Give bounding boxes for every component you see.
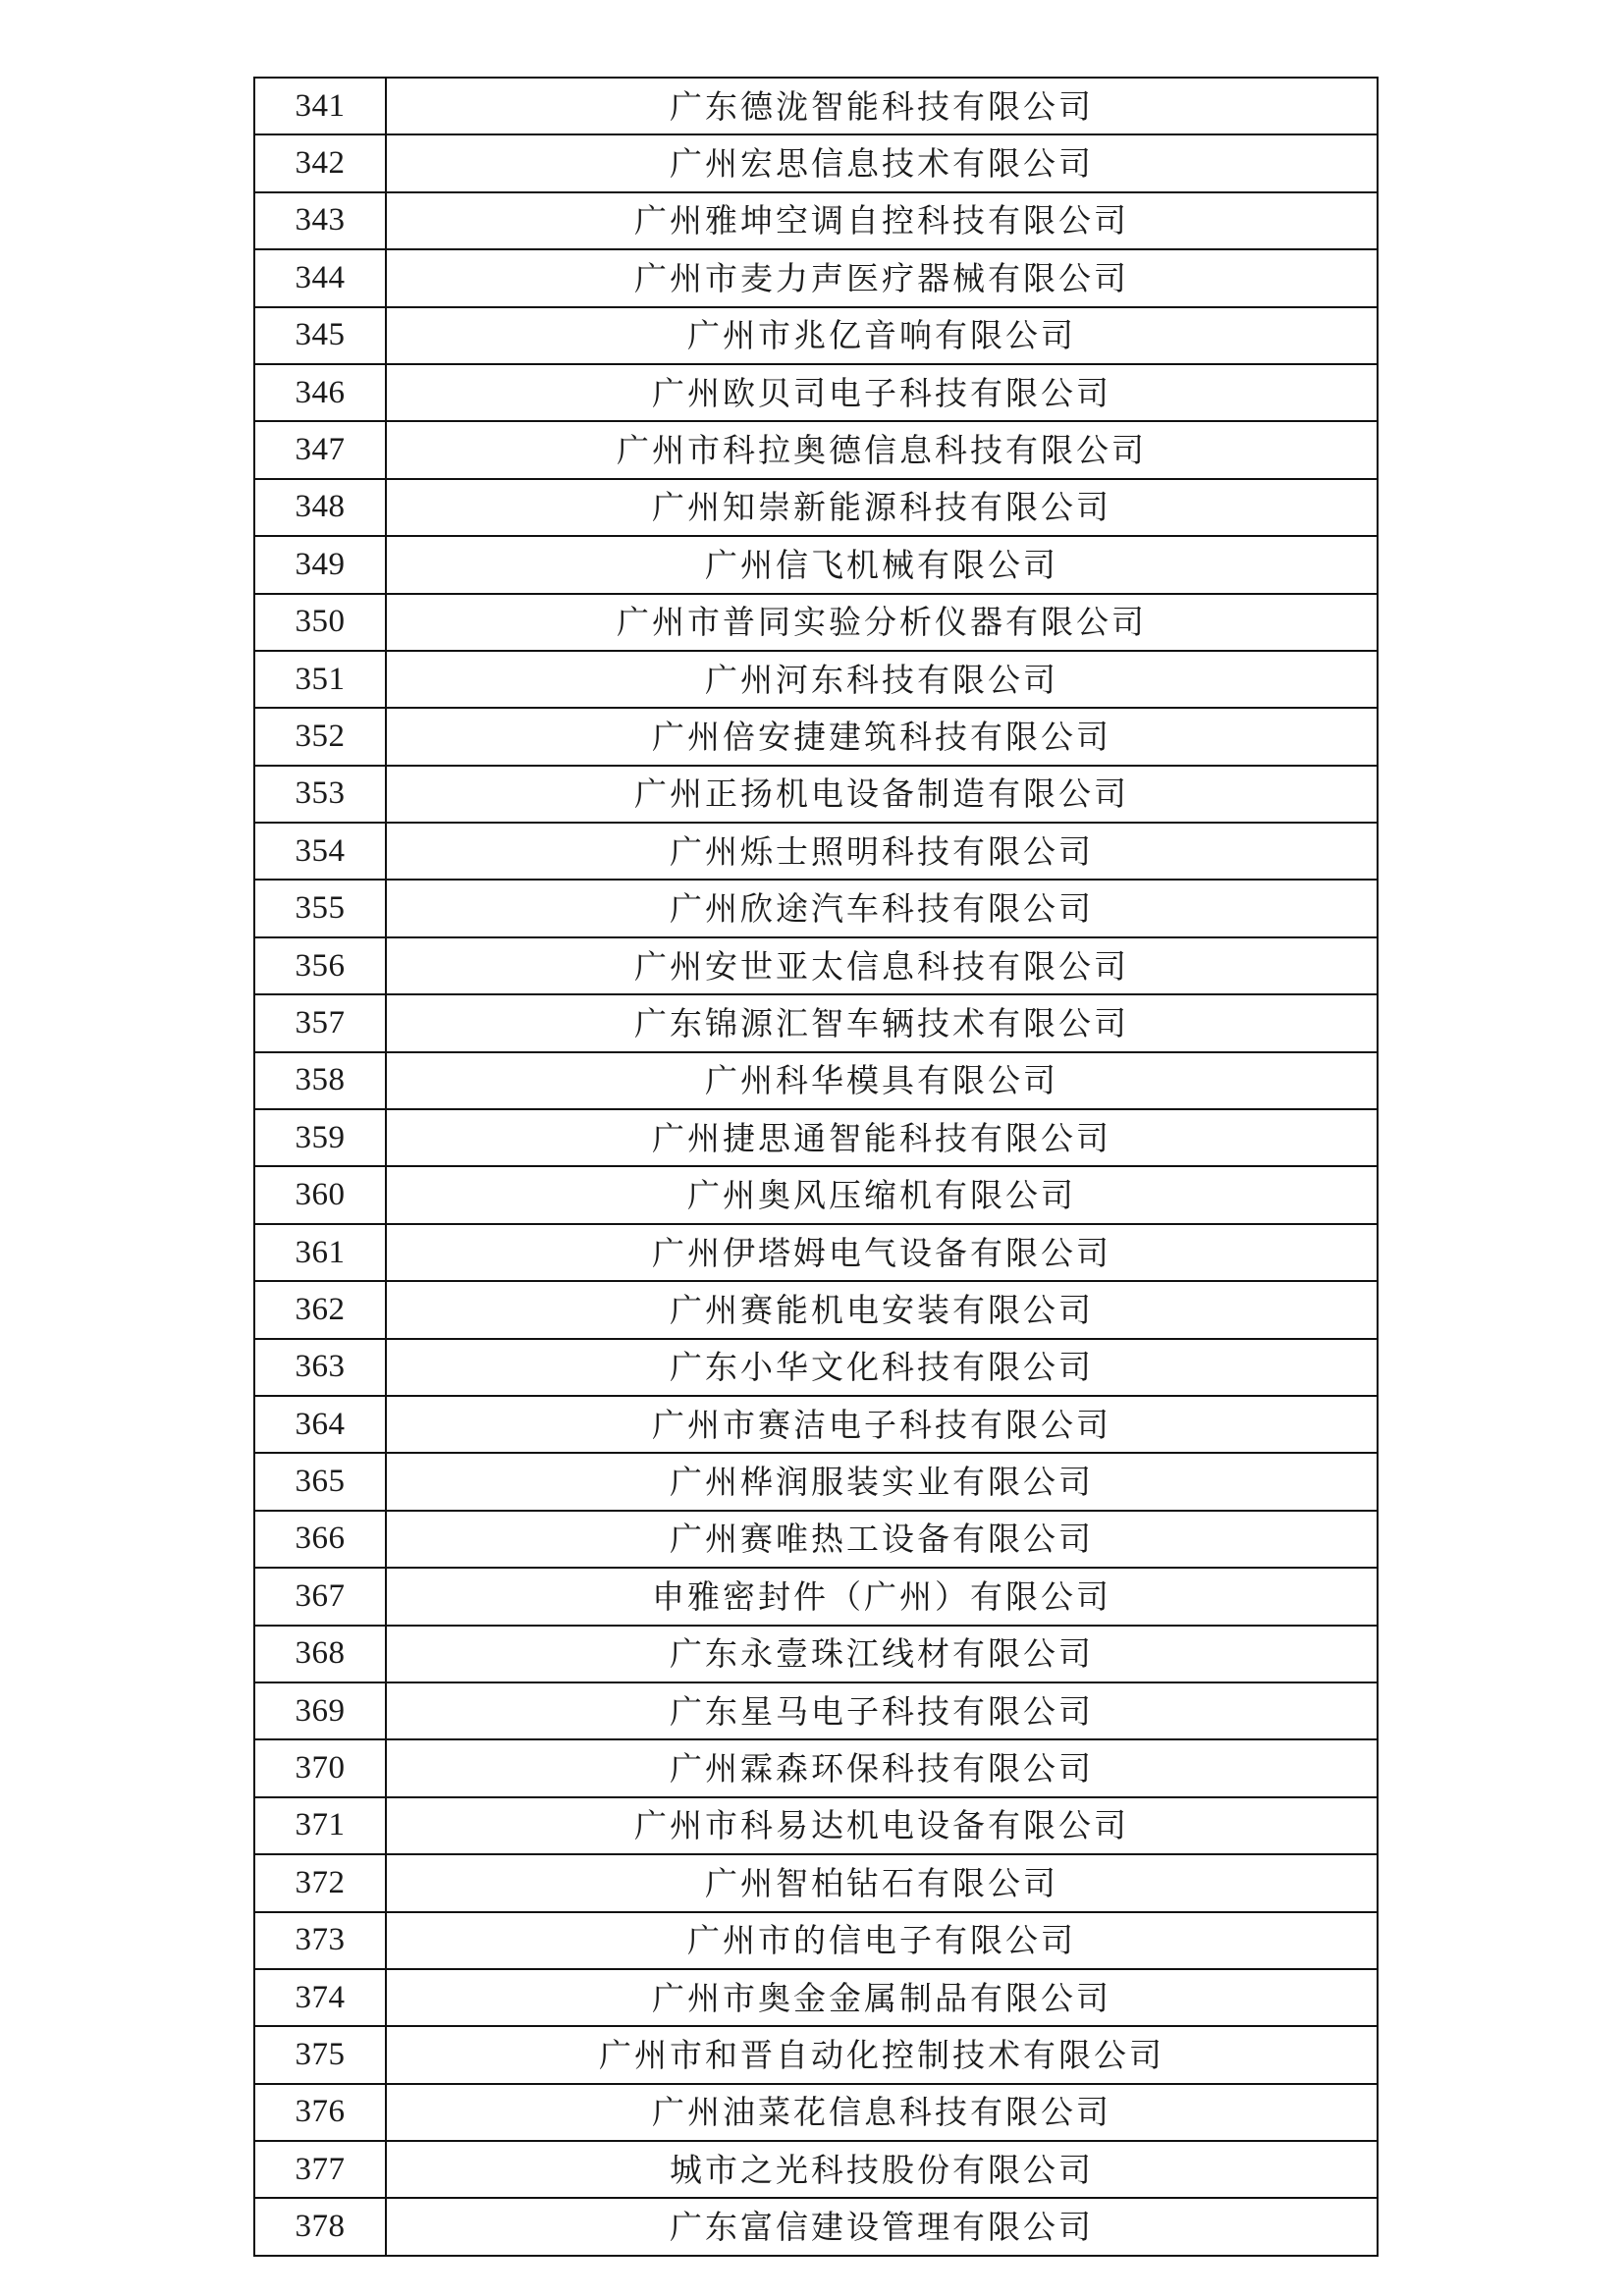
company-name-cell: 广州赛能机电安装有限公司 [386, 1281, 1378, 1338]
table-row [254, 1166, 1378, 1223]
company-name-cell: 广州宏思信息技术有限公司 [386, 134, 1378, 191]
company-name-cell: 广州雅坤空调自控科技有限公司 [386, 192, 1378, 249]
row-number-cell: 366 [254, 1511, 386, 1568]
company-name-cell: 广东富信建设管理有限公司 [386, 2198, 1378, 2255]
row-number-cell: 348 [254, 479, 386, 536]
table-row [254, 307, 1378, 364]
company-name-cell: 广州桦润服装实业有限公司 [386, 1453, 1378, 1510]
company-name-cell: 广州智柏钻石有限公司 [386, 1854, 1378, 1911]
table-row [254, 1626, 1378, 1682]
company-name-cell: 广州河东科技有限公司 [386, 651, 1378, 708]
company-list-table [253, 77, 1379, 2257]
row-number-cell: 368 [254, 1626, 386, 1682]
company-name-cell: 广东星马电子科技有限公司 [386, 1682, 1378, 1739]
row-number-cell: 344 [254, 249, 386, 306]
row-number-cell: 347 [254, 421, 386, 478]
row-number-cell: 363 [254, 1339, 386, 1396]
table-row [254, 1396, 1378, 1453]
table-row [254, 536, 1378, 593]
row-number-cell: 355 [254, 880, 386, 936]
row-number-cell: 345 [254, 307, 386, 364]
row-number-cell: 364 [254, 1396, 386, 1453]
company-name-cell: 广东德泷智能科技有限公司 [386, 78, 1378, 134]
row-number-cell: 367 [254, 1568, 386, 1625]
company-list-body [254, 78, 1378, 2256]
table-row [254, 1912, 1378, 1969]
row-number-cell: 356 [254, 937, 386, 994]
company-name-cell: 广东锦源汇智车辆技术有限公司 [386, 994, 1378, 1051]
table-row [254, 766, 1378, 823]
company-name-cell: 广州市赛洁电子科技有限公司 [386, 1396, 1378, 1453]
table-row [254, 192, 1378, 249]
table-row [254, 1339, 1378, 1396]
company-name-cell: 广州欣途汽车科技有限公司 [386, 880, 1378, 936]
table-row [254, 2141, 1378, 2198]
row-number-cell: 370 [254, 1739, 386, 1796]
table-row [254, 1511, 1378, 1568]
row-number-cell: 357 [254, 994, 386, 1051]
table-row [254, 1682, 1378, 1739]
row-number-cell: 352 [254, 708, 386, 765]
table-row [254, 651, 1378, 708]
table-row [254, 479, 1378, 536]
table-row [254, 421, 1378, 478]
table-row [254, 594, 1378, 651]
row-number-cell: 349 [254, 536, 386, 593]
row-number-cell: 360 [254, 1166, 386, 1223]
company-name-cell: 广州市兆亿音响有限公司 [386, 307, 1378, 364]
row-number-cell: 362 [254, 1281, 386, 1338]
row-number-cell: 374 [254, 1969, 386, 2026]
company-name-cell: 广州市和晋自动化控制技术有限公司 [386, 2026, 1378, 2083]
company-name-cell: 广州信飞机械有限公司 [386, 536, 1378, 593]
row-number-cell: 365 [254, 1453, 386, 1510]
table-row [254, 823, 1378, 880]
row-number-cell: 351 [254, 651, 386, 708]
table-row [254, 1739, 1378, 1796]
row-number-cell: 371 [254, 1797, 386, 1854]
company-name-cell: 广州市普同实验分析仪器有限公司 [386, 594, 1378, 651]
row-number-cell: 377 [254, 2141, 386, 2198]
table-row [254, 1568, 1378, 1625]
table-row [254, 1854, 1378, 1911]
company-name-cell: 广东小华文化科技有限公司 [386, 1339, 1378, 1396]
company-name-cell: 广州奥风压缩机有限公司 [386, 1166, 1378, 1223]
table-row [254, 1281, 1378, 1338]
company-name-cell: 广东永壹珠江线材有限公司 [386, 1626, 1378, 1682]
row-number-cell: 361 [254, 1224, 386, 1281]
company-name-cell: 城市之光科技股份有限公司 [386, 2141, 1378, 2198]
company-name-cell: 广州倍安捷建筑科技有限公司 [386, 708, 1378, 765]
table-row [254, 1969, 1378, 2026]
company-name-cell: 广州霖森环保科技有限公司 [386, 1739, 1378, 1796]
table-row [254, 249, 1378, 306]
row-number-cell: 346 [254, 364, 386, 421]
company-name-cell: 广州赛唯热工设备有限公司 [386, 1511, 1378, 1568]
table-row [254, 2198, 1378, 2255]
company-name-cell: 广州市的信电子有限公司 [386, 1912, 1378, 1969]
company-name-cell: 广州安世亚太信息科技有限公司 [386, 937, 1378, 994]
company-name-cell: 广州欧贝司电子科技有限公司 [386, 364, 1378, 421]
row-number-cell: 375 [254, 2026, 386, 2083]
table-row [254, 1453, 1378, 1510]
company-name-cell: 广州捷思通智能科技有限公司 [386, 1109, 1378, 1166]
row-number-cell: 378 [254, 2198, 386, 2255]
company-name-cell: 广州市奥金金属制品有限公司 [386, 1969, 1378, 2026]
company-name-cell: 广州烁士照明科技有限公司 [386, 823, 1378, 880]
table-row [254, 364, 1378, 421]
company-name-cell: 广州市麦力声医疗器械有限公司 [386, 249, 1378, 306]
table-row [254, 708, 1378, 765]
company-name-cell: 广州市科易达机电设备有限公司 [386, 1797, 1378, 1854]
table-row [254, 880, 1378, 936]
row-number-cell: 343 [254, 192, 386, 249]
table-row [254, 134, 1378, 191]
row-number-cell: 353 [254, 766, 386, 823]
row-number-cell: 376 [254, 2084, 386, 2141]
table-row [254, 1052, 1378, 1109]
table-row [254, 2026, 1378, 2083]
row-number-cell: 373 [254, 1912, 386, 1969]
row-number-cell: 372 [254, 1854, 386, 1911]
table-row [254, 994, 1378, 1051]
row-number-cell: 342 [254, 134, 386, 191]
row-number-cell: 359 [254, 1109, 386, 1166]
company-name-cell: 广州知崇新能源科技有限公司 [386, 479, 1378, 536]
company-name-cell: 广州油菜花信息科技有限公司 [386, 2084, 1378, 2141]
table-row [254, 1797, 1378, 1854]
table-row [254, 78, 1378, 134]
company-name-cell: 广州科华模具有限公司 [386, 1052, 1378, 1109]
company-name-cell: 申雅密封件（广州）有限公司 [386, 1568, 1378, 1625]
row-number-cell: 354 [254, 823, 386, 880]
table-row [254, 2084, 1378, 2141]
row-number-cell: 341 [254, 78, 386, 134]
company-name-cell: 广州正扬机电设备制造有限公司 [386, 766, 1378, 823]
table-row [254, 937, 1378, 994]
table-row [254, 1109, 1378, 1166]
table-row [254, 1224, 1378, 1281]
company-name-cell: 广州市科拉奥德信息科技有限公司 [386, 421, 1378, 478]
row-number-cell: 369 [254, 1682, 386, 1739]
row-number-cell: 350 [254, 594, 386, 651]
row-number-cell: 358 [254, 1052, 386, 1109]
company-name-cell: 广州伊塔姆电气设备有限公司 [386, 1224, 1378, 1281]
